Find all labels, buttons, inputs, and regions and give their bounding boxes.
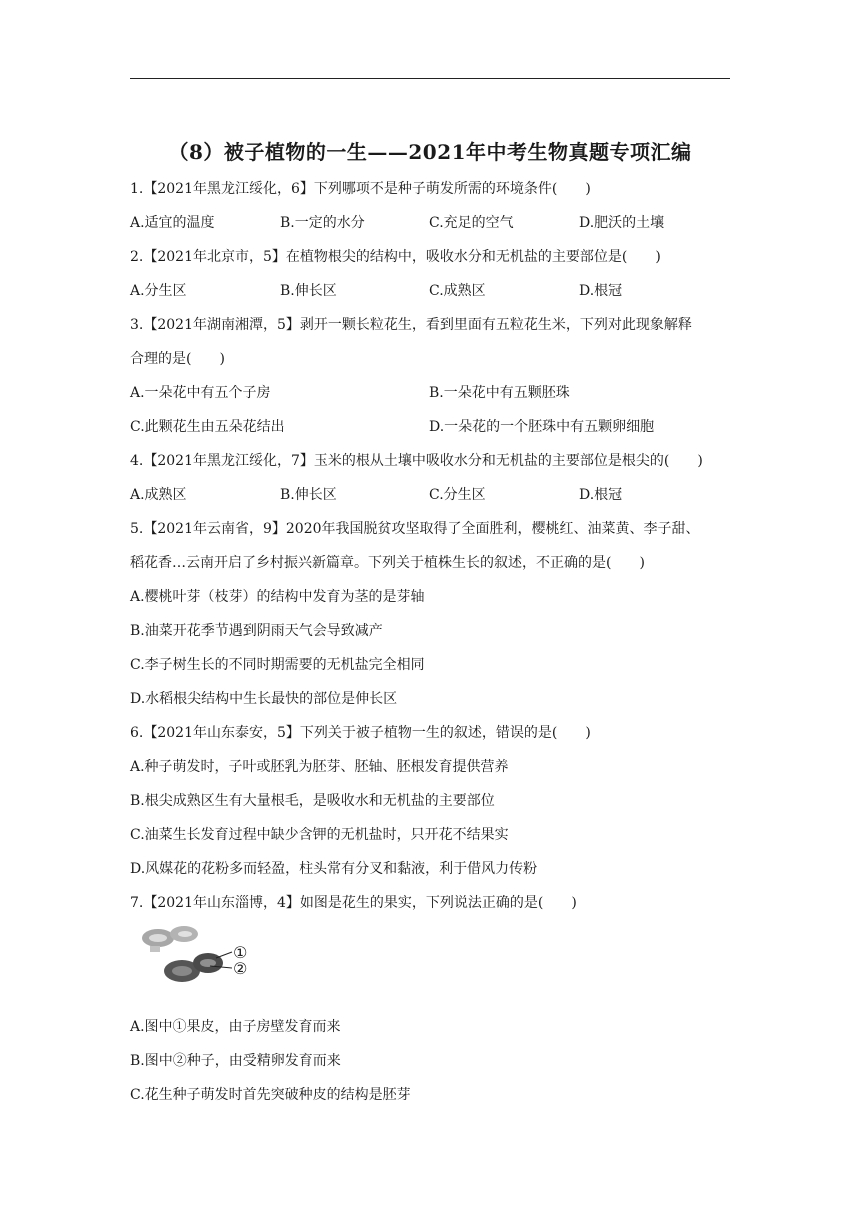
peanut-lower xyxy=(164,953,223,982)
question-3-option-a: A.一朵花中有五个子房 xyxy=(130,385,271,401)
question-1-option-b: B.一定的水分 xyxy=(280,215,365,231)
question-4-option-a: A.成熟区 xyxy=(130,487,187,503)
figure-label-2: ② xyxy=(233,959,248,978)
question-1-option-c: C.充足的空气 xyxy=(429,215,514,231)
question-4-stem: 4.【2021年黑龙江绥化，7】玉米的根从土壤中吸收水分和无机盐的主要部位是根尖的( ) xyxy=(130,453,703,469)
question-5-stem-line-1: 5.【2021年云南省，9】2020年我国脱贫攻坚取得了全面胜利，樱桃红、油菜黄、李子甜、 xyxy=(130,521,700,537)
question-5-option-b: B.油菜开花季节遇到阴雨天气会导致减产 xyxy=(130,623,383,639)
question-1-option-d: D.肥沃的土壤 xyxy=(579,215,665,231)
question-7-option-b: B.图中②种子，由受精卵发育而来 xyxy=(130,1053,341,1069)
question-1-stem: 1.【2021年黑龙江绥化，6】下列哪项不是种子萌发所需的环境条件( ) xyxy=(130,181,591,197)
question-5-stem-line-2: 稻花香…云南开启了乡村振兴新篇章。下列关于植株生长的叙述，不正确的是( ) xyxy=(130,555,645,571)
question-2-option-a: A.分生区 xyxy=(130,283,187,299)
question-3-option-c: C.此颗花生由五朵花结出 xyxy=(130,419,285,435)
question-5-option-d: D.水稻根尖结构中生长最快的部位是伸长区 xyxy=(130,691,398,707)
question-6-option-d: D.风媒花的花粉多而轻盈，柱头常有分叉和黏液，利于借风力传粉 xyxy=(130,861,538,877)
question-3-stem-line-2: 合理的是( ) xyxy=(130,351,225,367)
question-7-option-c: C.花生种子萌发时首先突破种皮的结构是胚芽 xyxy=(130,1087,411,1103)
question-7-option-a: A.图中①果皮，由子房壁发育而来 xyxy=(130,1019,341,1035)
peanut-figure xyxy=(130,916,260,996)
question-6-option-a: A.种子萌发时，子叶或胚乳为胚芽、胚轴、胚根发育提供营养 xyxy=(130,759,509,775)
question-3-option-b: B.一朵花中有五颗胚珠 xyxy=(429,385,570,401)
question-2-option-b: B.伸长区 xyxy=(280,283,337,299)
peanut-upper xyxy=(142,926,198,952)
question-2-stem: 2.【2021年北京市，5】在植物根尖的结构中，吸收水分和无机盐的主要部位是( ) xyxy=(130,249,661,265)
figure-label-1: ① xyxy=(233,943,248,962)
question-5-option-a: A.樱桃叶芽（枝芽）的结构中发育为茎的是芽轴 xyxy=(130,589,425,605)
question-4-option-b: B.伸长区 xyxy=(280,487,337,503)
question-3-option-d: D.一朵花的一个胚珠中有五颗卵细胞 xyxy=(429,419,655,435)
question-5-option-c: C.李子树生长的不同时期需要的无机盐完全相同 xyxy=(130,657,425,673)
question-4-option-d: D.根冠 xyxy=(579,487,623,503)
question-2-option-d: D.根冠 xyxy=(579,283,623,299)
question-6-option-b: B.根尖成熟区生有大量根毛，是吸收水和无机盐的主要部位 xyxy=(130,793,495,809)
question-1-option-a: A.适宜的温度 xyxy=(130,215,215,231)
question-6-option-c: C.油菜生长发育过程中缺少含钾的无机盐时，只开花不结果实 xyxy=(130,827,509,843)
question-6-stem: 6.【2021年山东泰安，5】下列关于被子植物一生的叙述，错误的是( ) xyxy=(130,725,591,741)
page-title: （8）被子植物的一生——2021年中考生物真题专项汇编 xyxy=(168,140,692,164)
question-3-stem-line-1: 3.【2021年湖南湘潭，5】剥开一颗长粒花生，看到里面有五粒花生米，下列对此现象解释 xyxy=(130,317,692,333)
question-4-option-c: C.分生区 xyxy=(429,487,486,503)
question-2-option-c: C.成熟区 xyxy=(429,283,486,299)
question-7-stem: 7.【2021年山东淄博，4】如图是花生的果实，下列说法正确的是( ) xyxy=(130,895,577,911)
header-rule xyxy=(130,78,730,79)
